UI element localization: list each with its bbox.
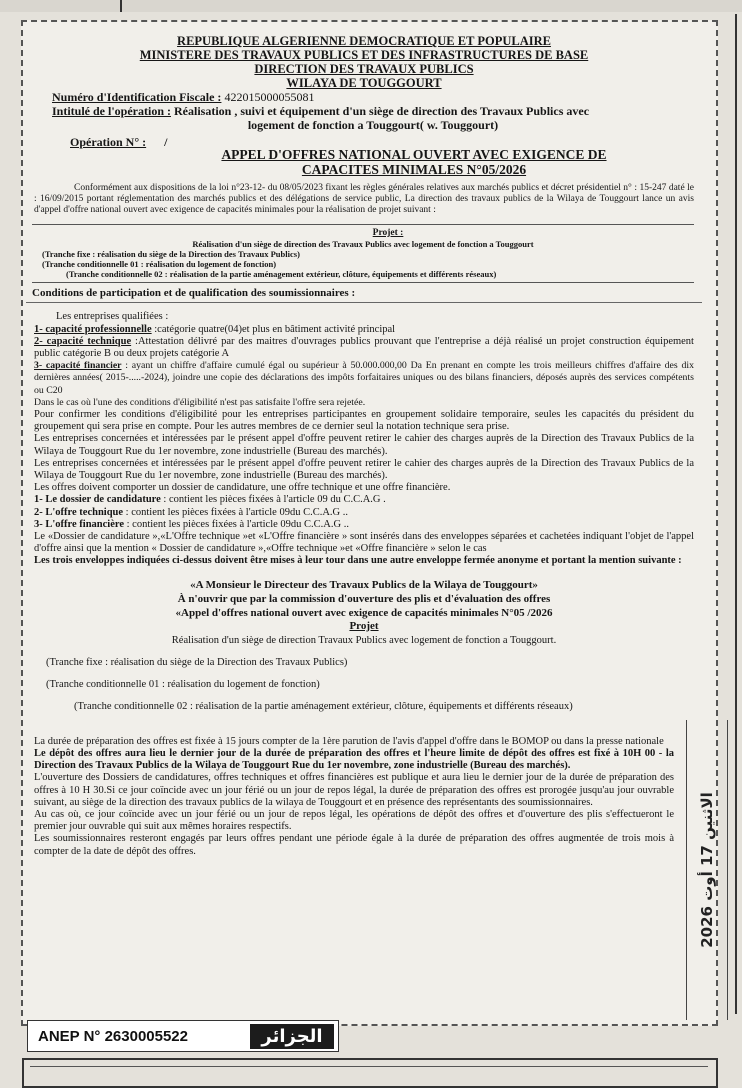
next-notice-frame (22, 1058, 718, 1088)
address-line-3: «Appel d'offres national ouvert avec exigence de capacités minimales N°05 /2026 (175, 606, 553, 619)
wilaya-title: WILAYA DE TOUGGOURT (286, 76, 442, 90)
appel-offres-title-1: APPEL D'OFFRES NATIONAL OUVERT AVEC EXIGENCE DE (221, 147, 607, 162)
projet-label: Projet : (372, 228, 404, 238)
republic-title: REPUBLIQUE ALGERIENNE DEMOCRATIQUE ET POPULAIRE (177, 34, 551, 48)
intitule-value: Réalisation , suivi et équipement d'un siège de direction des Travaux Publics avec (174, 104, 590, 118)
duree-paragraph: La durée de préparation des offres est fixée à 15 jours compter de la 1ère parution de l'avis d'appel d'offre dans le BOMOP ou dans la presse nationale (34, 735, 664, 747)
projet2-line-2: (Tranche fixe : réalisation du siège de la Direction des Travaux Publics) (46, 657, 348, 669)
capacite-1-label: 1- capacité professionnelle (34, 323, 152, 335)
conditions-title: Conditions de participation et de qualification des soumissionnaires : (32, 287, 356, 300)
notice-content (34, 34, 694, 858)
nif-value: 422015000055081 (224, 90, 315, 104)
anep-number: ANEP N° 2630005522 (38, 1028, 188, 1045)
groupement-paragraph: Pour confirmer les conditions d'éligibilité pour les entreprises participantes en groupement solidaire temporaire, seules les capacités du président du groupement qui sera prise en compte. Pour les autres membres de ce dernier seul la notation technique sera prise. (34, 409, 694, 433)
projet2-line-4: (Tranche conditionnelle 02 : réalisation de la partie aménagement extérieur, clôture, équipements et différents réseaux) (74, 701, 573, 713)
dossier-3-label: 3- L'offre financière (34, 518, 125, 530)
address-line-1: «A Monsieur le Directeur des Travaux Publics de la Wilaya de Touggourt» (190, 578, 538, 591)
nif-line (52, 90, 694, 104)
appel-offres-title-2: CAPACITES MINIMALES N°05/2026 (301, 162, 527, 177)
newspaper-logo (250, 1024, 334, 1049)
address-line-2: À n'ouvrir que par la commission d'ouverture des plis et d'évaluation des offres (177, 592, 551, 605)
dossier-2-label: 2- L'offre technique (34, 506, 124, 518)
capacite-3-text: : ayant un chiffre d'affaire cumulé égal ou supérieur à 50.000.000,00 Da En prenant en compte les trois meilleurs chiffres d'affaire des dix dernières années( 2015-.....-2024), joindre une copie des déclarations des impôts forfaitaires uniques ou des bilans financiers, déposés auprès des services compétents ou C20 (34, 360, 694, 396)
projet2-label: Projet (349, 619, 379, 632)
projet-box (32, 224, 694, 283)
capacite-1 (34, 324, 694, 336)
operation-label: Opération N° : (70, 135, 147, 149)
dossier-2 (34, 507, 694, 519)
dossier-1-text: : contient les pièces fixées à l'article 09 du C.C.A.G . (160, 494, 386, 506)
offres-paragraph: Les offres doivent comporter un dossier de candidature, une offre technique et une offre financière. (34, 482, 451, 494)
dossier-1-label: 1- Le dossier de candidature (34, 494, 161, 506)
ferie-paragraph: Au cas où, ce jour coïncide avec un jour férié ou un jour de repos légal, les opérations de dépôt des offres et d'ouverture des plis s'effectueront le premier jour ouvrable qui suit aux mêmes horaires respectifs. (34, 808, 674, 833)
dossier-1 (34, 494, 694, 506)
operation-value: / (164, 135, 168, 149)
intitule-label: Intitulé de l'opération : (52, 104, 171, 118)
date-column (686, 720, 728, 1020)
capacite-2-text: :Attestation délivré par des maitres d'ouvrages publics prouvant que l'entreprise a déjà réalisé un projet construction équipement public catégorie B ou deux projets catégorie A (34, 335, 694, 360)
dossier-2-text: : contient les pièces fixées à l'article 09du C.C.A.G .. (123, 506, 349, 518)
capacite-1-text: :catégorie quatre(04)et plus en bâtiment activité principal (151, 323, 396, 335)
capacite-2 (34, 336, 694, 360)
retrait-paragraph-1: Les entreprises concernées et intéressées par le présent appel d'offre peuvent retirer le cahier des charges auprès de la Direction des Travaux Publics de la Wilaya de Touggourt Rue du 1er novembre, zone industrielle (Bureau des marchés). (34, 433, 694, 457)
rejection-paragraph: Dans le cas où l'une des conditions d'éligibilité n'est pas satisfaite l'offre sera rejetée. (34, 396, 366, 408)
projet-line-2: (Tranche fixe : réalisation du siège de la Direction des Travaux Publics) (42, 249, 300, 260)
projet-line-1: Réalisation d'un siège de direction des Travaux Publics avec logement de fonction a Touggourt (192, 239, 534, 250)
capacite-3 (34, 360, 694, 397)
intitule-line-2: logement de fonction a Touggourt( w. Touggourt) (247, 118, 499, 132)
nif-label: Numéro d'Identification Fiscale : (52, 90, 222, 104)
ministry-title: MINISTERE DES TRAVAUX PUBLICS ET DES INFRASTRUCTURES DE BASE (139, 48, 589, 62)
section-rule (26, 302, 702, 303)
newspaper-top-strip (0, 0, 742, 12)
projet-line-3: (Tranche conditionnelle 01 : réalisation du logement de fonction) (42, 259, 277, 270)
dossier-3-text: : contient les pièces fixées à l'article 09du C.C.A.G .. (124, 518, 349, 530)
anep-box (27, 1020, 339, 1052)
projet2-line-1: Réalisation d'un siège de direction Travaux Publics avec logement de fonction a Touggourt. (171, 634, 557, 646)
column-separator (120, 0, 122, 12)
projet2-line-3: (Tranche conditionnelle 01 : réalisation du logement de fonction) (46, 679, 320, 691)
projet-line-4: (Tranche conditionnelle 02 : réalisation de la partie aménagement extérieur, clôture, équipements et différents réseaux) (66, 269, 497, 280)
intitule-line (52, 104, 694, 118)
date-vertical-text: الاثنين 17 أوت 2026 (698, 792, 716, 948)
right-column-edge (735, 14, 742, 1014)
ouverture-paragraph: L'ouverture des Dossiers de candidatures, offres techniques et offres financières est publique et aura lieu le dernier jour de la durée de préparation des offres à 10 H 30.Si ce jour coïncide avec un jour férié ou un jour de repos légal, la durée de préparation des offres est prorogée jusqu'au jour ouvrable suivant, au siège de la direction des travaux publics de la wilaya de Touggourt et en présence des représentants des soumissionnaires. (34, 772, 674, 808)
trois-enveloppes-paragraph: Les trois enveloppes indiquées ci-dessus doivent être mises à leur tour dans une autre enveloppe fermée anonyme et portant la mention suivante : (34, 555, 682, 567)
dossier-3 (34, 519, 694, 531)
newspaper-logo-text: الجزائر (261, 1026, 323, 1047)
retrait-paragraph-2: Les entreprises concernées et intéressées par le présent appel d'offre peuvent retirer le cahier des charges auprès de la Direction des Travaux Publics de la Wilaya de Touggourt Rue du 1er novembre, zone industrielle (Bureau des marchés). (34, 457, 694, 482)
enveloppes-paragraph: Le «Dossier de candidature »,«L'Offre technique »et «L'Offre financière » sont insérés dans des enveloppes séparées et cachetées indiquant l'objet de l'appel d'offre ainsi que la mention « Dossier de candidature »,«Offre technique »et «Offre financière » selon le cas (34, 531, 694, 555)
intro-paragraph: Conformément aux dispositions de la loi n°23-12- du 08/05/2023 fixant les règles générales relatives aux marchés publics et décret présidentiel n° : 15-247 daté le : 16/09/2015 portant réglementation des marchés publics et des délégations de service public, La direction des travaux publics de la Wilaya de Touggourt lance un avis d'appel d'offre national ouvert avec exigence de capacités minimales pour la réalisation de projet suivant : (34, 183, 694, 215)
entreprises-line: Les entreprises qualifiées : (56, 311, 169, 323)
engagement-paragraph: Les soumissionnaires resteront engagés par leurs offres pendant une période égale à la durée de préparation des offres augmentée de trois mois à compter de la date de dépôt des offres. (34, 833, 674, 857)
direction-title: DIRECTION DES TRAVAUX PUBLICS (254, 62, 474, 76)
next-notice-rule (30, 1066, 708, 1067)
depot-paragraph: Le dépôt des offres aura lieu le dernier jour de la durée de préparation des offres et l'heure limite de dépôt des offres est fixé à 10H 00 - la Direction des Travaux Publics de la Wilaya de Touggourt Rue du 1er novembre, zone industrielle (Bureau des marchés). (34, 747, 674, 772)
capacite-3-label: 3- capacité financier (34, 360, 122, 372)
capacite-2-label: 2- capacité technique (34, 335, 132, 347)
